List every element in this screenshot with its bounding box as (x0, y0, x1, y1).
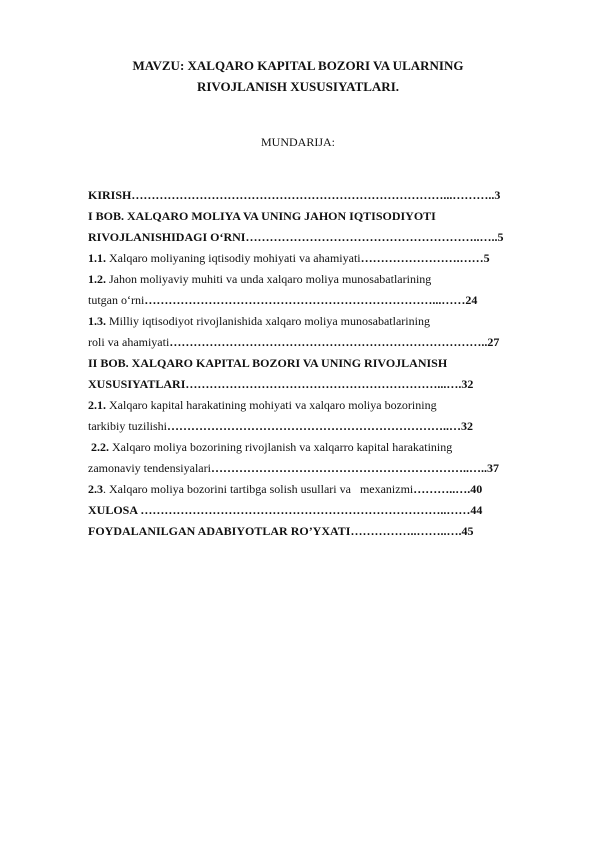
section-leader: ……………………………………………………………………..27 (169, 335, 500, 349)
toc-chapter-2-line-1: II BOB. XALQARO KAPITAL BOZORI VA UNING RIVOJLANISH (88, 356, 448, 370)
section-number: 2.3 (88, 482, 103, 496)
toc-section-1-3-line-2 (88, 332, 558, 353)
section-text: Xalqaro moliyaning iqtisodiy mohiyati va ahamiyati (106, 251, 361, 265)
toc-section-1-2-line-2 (88, 290, 558, 311)
section-text: . Xalqaro moliya bozorini tartibga solish usullari va mexanizmi (103, 482, 414, 496)
toc-chapter-1-line-1: I BOB. XALQARO MOLIYA VA UNING JAHON IQTISODIYOTI (88, 209, 436, 223)
document-title (0, 55, 596, 97)
toc-section-2-3 (88, 479, 558, 500)
section-number: 1.1. (88, 251, 106, 265)
section-number: 1.2. (88, 272, 106, 286)
section-text: Milliy iqtisodiyot rivojlanishida xalqaro moliya munosabatlarining (106, 314, 430, 328)
section-number: 2.1. (88, 398, 106, 412)
toc-entry-adabiyotlar: FOYDALANILGAN ADABIYOTLAR RO’YXATI……………..……..….45 (88, 524, 474, 538)
toc-section-2-1-line-2 (88, 416, 558, 437)
section-leader: ……………………………………………………………..…32 (167, 419, 473, 433)
section-leader: ………………………………………………………………...……24 (144, 293, 478, 307)
section-leader: ………………………………………………………..…..37 (210, 461, 499, 475)
toc-chapter-2-line-2: XUSUSIYATLARI………………………………………………………...….32 (88, 377, 474, 391)
section-text: zamonaviy tendensiyalari (88, 461, 211, 475)
toc-section-2-2-line-2 (88, 458, 558, 479)
section-text: Xalqaro kapital harakatining mohiyati va xalqaro moliya bozorining (106, 398, 437, 412)
title-line-1: MAVZU: XALQARO KAPITAL BOZORI VA ULARNING (132, 58, 464, 73)
toc-section-1-2-line-1 (88, 269, 558, 290)
toc-entry-xulosa: XULOSA …………………………………………………………………..……44 (88, 503, 483, 517)
section-text: roli va ahamiyati (88, 335, 170, 349)
toc-heading: MUNDARIJA: (260, 135, 335, 149)
table-of-contents (88, 185, 558, 542)
section-number: 2.2. (88, 440, 109, 454)
toc-section-2-2-line-1 (88, 437, 558, 458)
section-text: Xalqaro moliya bozorining rivojlanish va xalqarro kapital harakatining (109, 440, 453, 454)
section-leader: …………………….……5 (360, 251, 490, 265)
toc-section-1-1 (88, 248, 558, 269)
section-text: tutgan o‘rni (88, 293, 145, 307)
toc-entry-kirish: KIRISH……………………………………………………………………...………..3 (88, 188, 501, 202)
section-text: tarkibiy tuzilishi (88, 419, 167, 433)
toc-section-1-3-line-1 (88, 311, 558, 332)
title-line-2: RIVOJLANISH XUSUSIYATLARI. (196, 79, 399, 94)
section-number: 1.3. (88, 314, 106, 328)
toc-section-2-1-line-1 (88, 395, 558, 416)
toc-chapter-1-line-2: RIVOJLANISHIDAGI O‘RNI…………………………………………………..…..5 (88, 230, 504, 244)
section-leader: ………..….40 (413, 482, 483, 496)
section-text: Jahon moliyaviy muhiti va unda xalqaro moliya munosabatlarining (106, 272, 432, 286)
